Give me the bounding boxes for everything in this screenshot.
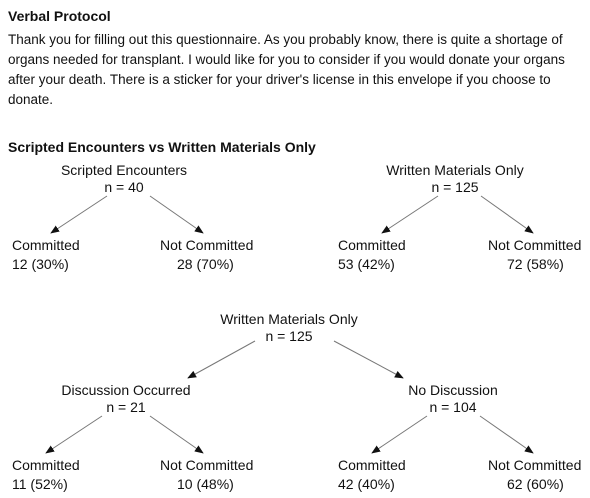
tree-b-committed-label: Committed: [338, 237, 406, 253]
arrow-c-disc-right: [150, 416, 203, 453]
tree-c-discussion-label: Discussion Occurred: [61, 382, 191, 398]
protocol-title: Verbal Protocol: [8, 8, 111, 24]
protocol-text: Thank you for filling out this questionnaire. As you probably know, there is quite a shortage of organs needed for transplant. I would like for you to consider if you would donate your organs after your death. There is a sticker for your driver's license in this envelope if you choose to donate.: [8, 32, 565, 107]
tree-a-root: [61, 162, 187, 196]
arrow-a-right: [150, 196, 203, 233]
tree-c-disc-not-committed-value: 10 (48%): [177, 476, 234, 492]
arrow-b-right: [481, 196, 533, 233]
tree-c-no-discussion: [408, 382, 497, 416]
tree-c-disc-committed: [12, 456, 80, 494]
tree-c-disc-not-committed: [160, 456, 253, 494]
section-title: Scripted Encounters vs Written Materials Only: [8, 139, 316, 155]
tree-a-committed-value: 12 (30%): [12, 256, 69, 272]
tree-b-not-committed-label: Not Committed: [488, 237, 582, 253]
arrow-c-nodisc-left: [372, 416, 427, 453]
tree-a-root-label: Scripted Encounters: [60, 162, 188, 178]
tree-c-discussion-n: n = 21: [106, 399, 146, 415]
tree-c-disc-committed-label: Committed: [12, 457, 80, 473]
tree-c-nodisc-committed-value: 42 (40%): [338, 476, 395, 492]
tree-c-discussion: [61, 382, 190, 416]
tree-c-nodisc-not-committed-label: Not Committed: [488, 457, 582, 473]
tree-a-not-committed: [160, 236, 253, 274]
tree-b-root-label: Written Materials Only: [386, 162, 524, 178]
tree-c-no-discussion-n: n = 104: [429, 399, 477, 415]
tree-c-disc-committed-value: 11 (52%): [12, 476, 68, 492]
tree-c-root-n: n = 125: [265, 328, 313, 344]
arrow-b-left: [382, 196, 438, 233]
tree-b-committed-value: 53 (42%): [338, 256, 395, 272]
tree-b-root-n: n = 125: [431, 179, 479, 195]
arrow-c-right: [334, 341, 403, 378]
tree-c-nodisc-committed: [338, 456, 406, 494]
tree-c-disc-not-committed-label: Not Committed: [160, 457, 254, 473]
tree-c-root-label: Written Materials Only: [220, 311, 358, 327]
tree-c-nodisc-committed-label: Committed: [338, 457, 406, 473]
tree-c-root: [220, 311, 357, 345]
tree-a-committed: [12, 236, 80, 274]
arrow-c-disc-left: [46, 416, 102, 453]
tree-a-root-n: n = 40: [104, 179, 144, 195]
tree-a-not-committed-value: 28 (70%): [177, 256, 234, 272]
tree-a-not-committed-label: Not Committed: [160, 237, 254, 253]
tree-b-committed: [338, 236, 406, 274]
tree-c-nodisc-not-committed: [488, 456, 581, 494]
tree-b-not-committed: [488, 236, 581, 274]
tree-c-nodisc-not-committed-value: 62 (60%): [507, 476, 564, 492]
arrow-a-left: [51, 196, 107, 233]
tree-b-root: [386, 162, 523, 196]
tree-a-committed-label: Committed: [12, 237, 80, 253]
arrow-c-left: [188, 341, 255, 378]
arrow-c-nodisc-right: [480, 416, 533, 453]
tree-c-no-discussion-label: No Discussion: [408, 382, 498, 398]
tree-b-not-committed-value: 72 (58%): [507, 256, 564, 272]
